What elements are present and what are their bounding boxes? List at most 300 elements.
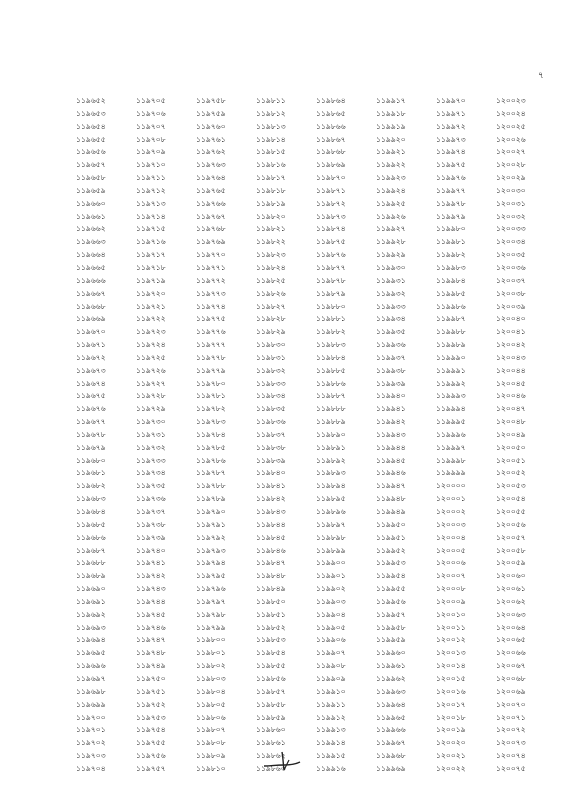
roll-number-cell: ১১৯৭৭৯ (196, 365, 226, 375)
roll-number-cell: ১২০০৬৮ (496, 673, 526, 683)
roll-number-cell: ১২০০৭০ (496, 699, 526, 709)
roll-number-cell: ১১৯৮০৫ (196, 699, 226, 709)
roll-number-cell: ১১৯৮২৪ (256, 262, 286, 272)
roll-number-cell: ১১৯৮৪১ (256, 481, 286, 491)
roll-number-cell: ১১৯৮৫৩ (256, 635, 286, 645)
roll-number-cell: ১১৯৯৭১ (436, 108, 466, 118)
roll-number-cell: ১১৯৬৭২ (76, 352, 106, 362)
roll-column (250, 95, 310, 776)
roll-number-cell: ১১৯৮৪৪ (256, 519, 286, 529)
roll-number-cell: ১২০০২৬ (496, 134, 526, 144)
roll-number-cell: ১১৯৮৭০ (316, 173, 346, 183)
roll-number-cell: ১১৯৭১০ (136, 160, 166, 170)
roll-number-cell: ১১৯৯৯৪ (436, 404, 466, 414)
roll-number-cell: ১১৯৬৭১ (76, 340, 106, 350)
roll-number-cell: ১২০০০৭ (436, 571, 466, 581)
roll-number-cell: ১২০০৫৯ (496, 558, 526, 568)
roll-number-cell: ১২০০৩০ (496, 185, 526, 195)
roll-column (70, 95, 130, 776)
roll-number-cell: ১২০০৬১ (496, 584, 526, 594)
roll-number-cell: ১১৯৬৮৯ (76, 571, 106, 581)
roll-number-cell: ১১৯৭০১ (76, 725, 106, 735)
roll-number-cell: ১১৯৯৯২ (436, 378, 466, 388)
roll-number-cell: ১১৯৯৬৬ (376, 725, 406, 735)
roll-number-cell: ১১৯৬৮৩ (76, 494, 106, 504)
roll-number-cell: ১১৯৭৬৩ (196, 160, 226, 170)
roll-number-cell: ১১৯৬৯০ (76, 584, 106, 594)
roll-number-cell: ১১৯৭৮৯ (196, 494, 226, 504)
roll-number-cell: ১১৯৭০০ (76, 712, 106, 722)
roll-number-cell: ১১৯৯৮২ (436, 250, 466, 260)
roll-number-cell: ১১৯৮৫৪ (256, 648, 286, 658)
roll-number-cell: ১১৯৭৫৭ (136, 763, 166, 773)
roll-number-cell: ১১৯৭৫৩ (136, 712, 166, 722)
roll-number-cell: ১১৯৭২২ (136, 314, 166, 324)
roll-number-cell: ১১৯৭২৪ (136, 340, 166, 350)
roll-number-cell: ১১৯৭৩২ (136, 442, 166, 452)
roll-number-cell: ১১৯৯২৪ (376, 185, 406, 195)
roll-number-cell: ১১৯৭৯৮ (196, 609, 226, 619)
roll-number-cell: ১১৯৮৪২ (256, 494, 286, 504)
roll-number-cell: ১১৯৭৬০ (196, 121, 226, 131)
roll-number-cell: ১২০০৬৯ (496, 686, 526, 696)
roll-number-cell: ১১৯৮২১ (256, 224, 286, 234)
roll-number-cell: ১১৯৮৬০ (256, 725, 286, 735)
roll-number-cell: ১১৯৮৮৬ (316, 378, 346, 388)
roll-number-cell: ১১৯৯৪৫ (376, 455, 406, 465)
roll-number-cell: ১১৯৮৫৮ (256, 699, 286, 709)
roll-number-cell: ১১৯৭৯৯ (196, 622, 226, 632)
roll-number-cell: ১১৯৮০৩ (196, 673, 226, 683)
roll-number-cell: ১১৯৭৪৭ (136, 635, 166, 645)
roll-number-cell: ১১৯৭৬৪ (196, 173, 226, 183)
roll-number-cell: ১১৯৭০৮ (136, 134, 166, 144)
roll-number-cell: ১১৯৭০৭ (136, 121, 166, 131)
roll-number-cell: ১১৯৯৭৬ (436, 173, 466, 183)
roll-number-cell: ১১৯৯০৫ (316, 622, 346, 632)
roll-number-cell: ১১৯৮৫৫ (256, 661, 286, 671)
roll-number-cell: ১১৯৬৮২ (76, 481, 106, 491)
roll-number-cell: ১১৯৯৩১ (376, 275, 406, 285)
roll-number-cell: ১১৯৯৯৩ (436, 391, 466, 401)
roll-number-cell: ১১৯৬৬০ (76, 198, 106, 208)
roll-number-cell: ১১৯৯৮৪ (436, 275, 466, 285)
roll-number-cell: ১২০০৩৩ (496, 224, 526, 234)
roll-number-cell: ১১৯৯২৯ (376, 250, 406, 260)
roll-number-cell: ১২০০১৩ (436, 648, 466, 658)
roll-number-cell: ১১৯৬৯১ (76, 596, 106, 606)
roll-number-cell: ১১৯৭২১ (136, 301, 166, 311)
roll-number-cell: ১১৯৭৮১ (196, 391, 226, 401)
roll-number-cell: ১১৯৯৬৫ (376, 712, 406, 722)
roll-number-cell: ১১৯৮৬৭ (316, 134, 346, 144)
roll-number-cell: ১১৯৮৯৬ (316, 507, 346, 516)
roll-number-cell: ১২০০৪৭ (496, 404, 526, 414)
roll-number-cell: ১২০০২৪ (496, 108, 526, 118)
roll-number-cell: ১১৯৯৭৭ (436, 185, 466, 195)
roll-number-cell: ১১৯৮৭৩ (316, 211, 346, 221)
roll-number-cell: ১১৯৬৮৭ (76, 545, 106, 555)
roll-number-cell: ১১৯৯২৩ (376, 173, 406, 183)
roll-number-cell: ১১৯৭৭২ (196, 275, 226, 285)
roll-number-cell: ১১৯৯২০ (376, 134, 406, 144)
roll-number-cell: ১১৯৭৩৮ (136, 519, 166, 529)
roll-column (370, 95, 430, 776)
roll-number-cell: ১১৯৯৩৩ (376, 301, 406, 311)
roll-number-cell: ১১৯৭৯৭ (196, 596, 226, 606)
roll-number-cell: ১১৯৬৮৮ (76, 558, 106, 568)
roll-number-cell: ১১৯৯৭৩ (436, 134, 466, 144)
roll-number-cell: ১১৯৯৭৫ (436, 160, 466, 170)
roll-number-cell: ১২০০২৫ (496, 121, 526, 131)
roll-number-cell: ১২০০৫৩ (496, 481, 526, 491)
roll-number-cell: ১১৯৭০৪ (76, 763, 106, 773)
roll-number-cell: ১১৯৮৬৮ (316, 147, 346, 157)
roll-number-cell: ১২০০১০ (436, 609, 466, 619)
roll-number-cell: ১১৯৮২২ (256, 237, 286, 247)
roll-number-cell: ১১৯৮৫৬ (256, 673, 286, 683)
roll-number-cell: ১১৯৯৬৯ (376, 763, 406, 773)
roll-number-cell: ১১৯৭৫৯ (196, 108, 226, 118)
roll-number-cell: ১১৯৯৯১ (436, 365, 466, 375)
roll-number-cell: ১২০০৪৯ (496, 429, 526, 439)
roll-number-cell: ১২০০০৮ (436, 584, 466, 594)
roll-number-cell: ১১৯৭৫০ (136, 673, 166, 683)
roll-number-cell: ১১৯৭১৮ (136, 262, 166, 272)
roll-number-cell: ১১৯৯৫৮ (376, 622, 406, 632)
roll-number-cell: ১২০০৩২ (496, 211, 526, 221)
roll-number-cell: ১২০০২৮ (496, 160, 526, 170)
roll-number-cell: ১২০০৬০ (496, 571, 526, 581)
roll-number-cell: ১১৯৬৯৫ (76, 648, 106, 658)
roll-number-cell: ১১৯৬৫৬ (76, 147, 106, 157)
roll-number-cell: ১১৯৮৪৩ (256, 507, 286, 516)
roll-number-cell: ১১৯৭৯৫ (196, 571, 226, 581)
roll-number-cell: ১১৯৭৫৬ (136, 751, 166, 761)
roll-number-cell: ১১৯৬৬৯ (76, 314, 106, 324)
roll-number-cell: ১১৯৭৩৬ (136, 494, 166, 504)
roll-number-cell: ১১৯৮১৩ (256, 121, 286, 131)
roll-number-cell: ১১৯৭৬৫ (196, 185, 226, 195)
roll-number-cell: ১১৯৮৩০ (256, 340, 286, 350)
roll-number-cell: ১১৯৬৭৭ (76, 417, 106, 427)
roll-number-cell: ১১৯৮৫১ (256, 609, 286, 619)
roll-number-cell: ১২০০৭৪ (496, 751, 526, 761)
roll-number-cell: ১১৯৭৪৬ (136, 622, 166, 632)
roll-number-cell: ১১৯৭৮৫ (196, 442, 226, 452)
roll-number-cell: ১১৯৮৬৫ (316, 108, 346, 118)
roll-number-cell: ১১৯৯১৪ (316, 738, 346, 748)
roll-number-cell: ১১৯৯৩০ (376, 262, 406, 272)
roll-number-cell: ১১৯৬৯৭ (76, 673, 106, 683)
roll-number-cell: ১১৯৮৭২ (316, 198, 346, 208)
roll-number-cell: ১২০০৩১ (496, 198, 526, 208)
roll-number-cell: ১১৯৮৬৩ (256, 763, 286, 773)
roll-number-cell: ১২০০৭২ (496, 725, 526, 735)
roll-column (490, 95, 550, 776)
roll-number-cell: ১২০০৩৭ (496, 275, 526, 285)
roll-number-cell: ১১৯৭৫৮ (196, 96, 226, 105)
roll-number-cell: ১১৯৯০৪ (316, 609, 346, 619)
roll-number-cell: ১১৯৭৪৯ (136, 661, 166, 671)
roll-number-cell: ১২০০৩৬ (496, 262, 526, 272)
roll-number-cell: ১২০০০২ (436, 507, 466, 516)
roll-number-cell: ১১৯৯৩৭ (376, 352, 406, 362)
roll-number-cell: ১১৯৮০৭ (196, 725, 226, 735)
roll-number-cell: ১১৯৮৫৯ (256, 712, 286, 722)
roll-number-cell: ১১৯৭৫৪ (136, 725, 166, 735)
roll-number-cell: ১২০০৬৪ (496, 622, 526, 632)
roll-number-cell: ১১৯৮৯২ (316, 455, 346, 465)
roll-number-cell: ১১৯৭৩৫ (136, 481, 166, 491)
roll-number-cell: ১১৯৬৭০ (76, 327, 106, 337)
roll-number-cell: ১১৯৯৬১ (376, 661, 406, 671)
roll-number-cell: ১১৯৮৮৫ (316, 365, 346, 375)
roll-number-cell: ১১৯৮৭৫ (316, 237, 346, 247)
roll-number-cell: ১১৯৭৭৭ (196, 340, 226, 350)
roll-number-cell: ১১৯৮১৬ (256, 160, 286, 170)
roll-number-cell: ১২০০০৬ (436, 558, 466, 568)
roll-number-cell: ১১৯৬৯২ (76, 609, 106, 619)
roll-number-cell: ১১৯৭৪২ (136, 571, 166, 581)
roll-number-cell: ১২০০০৪ (436, 532, 466, 542)
roll-number-cell: ১১৯৭৬৯ (196, 237, 226, 247)
roll-number-cell: ১১৯৯৪৮ (376, 494, 406, 504)
roll-number-cell: ১১৯৭৭১ (196, 262, 226, 272)
roll-number-cell: ১২০০৪২ (496, 340, 526, 350)
roll-number-cell: ১১৯৯৫৯ (376, 635, 406, 645)
roll-number-cell: ১১৯৯৫৫ (376, 584, 406, 594)
roll-number-cell: ১১৯৯৬২ (376, 673, 406, 683)
roll-number-cell: ১১৯৮০০ (196, 635, 226, 645)
roll-number-cell: ১১৯৮০৪ (196, 686, 226, 696)
roll-number-cell: ১১৯৭৯১ (196, 519, 226, 529)
roll-number-cell: ১১৯৬৭৬ (76, 404, 106, 414)
roll-number-cell: ১১৯৭১৯ (136, 275, 166, 285)
roll-number-cell: ১১৯৮৬১ (256, 738, 286, 748)
roll-number-cell: ১১৯৯০৭ (316, 648, 346, 658)
roll-number-cell: ১১৯৮৩৮ (256, 442, 286, 452)
roll-number-cell: ১১৯৯০৮ (316, 661, 346, 671)
roll-number-cell: ১১৯৯৮৭ (436, 314, 466, 324)
roll-number-cell: ১২০০৬৩ (496, 609, 526, 619)
roll-number-cell: ১২০০১৯ (436, 725, 466, 735)
roll-number-cell: ১১৯৯৩৮ (376, 365, 406, 375)
roll-number-cell: ১১৯৮৮৯ (316, 417, 346, 427)
roll-number-cell: ১১৯৮১৭ (256, 173, 286, 183)
roll-number-cell: ১১৯৬৬৮ (76, 301, 106, 311)
roll-number-cell: ১১৯৮৪৭ (256, 558, 286, 568)
roll-number-cell: ১১৯৬৯৬ (76, 661, 106, 671)
roll-number-cell: ১১৯৭১৩ (136, 198, 166, 208)
roll-number-cell: ১১৯৭৬৬ (196, 198, 226, 208)
roll-number-cell: ১১৯৬৬৬ (76, 275, 106, 285)
roll-number-cell: ১১৯৯৭০ (436, 96, 466, 105)
roll-number-cell: ১১৯৯৫২ (376, 545, 406, 555)
roll-number-cell: ১১৯৭১৪ (136, 211, 166, 221)
roll-number-cell: ১১৯৭৭৮ (196, 352, 226, 362)
roll-number-cell: ১১৯৯১৮ (376, 108, 406, 118)
roll-number-cell: ১১৯৮১৫ (256, 147, 286, 157)
roll-number-cell: ১১৯৯০২ (316, 584, 346, 594)
roll-number-cell: ১১৯৯৪১ (376, 404, 406, 414)
roll-number-cell: ১১৯৭৩৩ (136, 455, 166, 465)
roll-number-cell: ১১৯৮৩৪ (256, 391, 286, 401)
roll-number-cell: ১১৯৭৯২ (196, 532, 226, 542)
roll-number-cell: ১১৯৭০৫ (136, 96, 166, 105)
roll-number-cell: ১১৯৭৪৫ (136, 609, 166, 619)
roll-number-cell: ১১৯৮৯৭ (316, 519, 346, 529)
roll-number-table (70, 95, 550, 776)
roll-number-cell: ১১৯৮৩২ (256, 365, 286, 375)
roll-number-cell: ১১৯৬৯৩ (76, 622, 106, 632)
roll-number-cell: ১২০০৬৫ (496, 635, 526, 645)
roll-number-cell: ১১৯৮৭৯ (316, 288, 346, 298)
roll-number-cell: ১১৯৮৪৮ (256, 571, 286, 581)
roll-number-cell: ১২০০৫১ (496, 455, 526, 465)
roll-number-cell: ১১৯৬৮৬ (76, 532, 106, 542)
roll-number-cell: ১২০০৩৮ (496, 288, 526, 298)
roll-number-cell: ১১৯৯২১ (376, 147, 406, 157)
roll-number-cell: ১১৯৯৭৪ (436, 147, 466, 157)
roll-number-cell: ১১৯৯১৫ (316, 751, 346, 761)
roll-number-cell: ১১৯৬৬১ (76, 211, 106, 221)
roll-number-cell: ১১৯৮৭৪ (316, 224, 346, 234)
roll-number-cell: ১২০০৫৬ (496, 519, 526, 529)
roll-number-cell: ১১৯৮৩৯ (256, 455, 286, 465)
roll-number-cell: ১১৯৯৩৬ (376, 340, 406, 350)
roll-number-cell: ১১৯৯৮৫ (436, 288, 466, 298)
roll-number-cell: ১১৯৮৪৫ (256, 532, 286, 542)
roll-number-cell: ১২০০২২ (436, 763, 466, 773)
roll-number-cell: ১১৯৮০৮ (196, 738, 226, 748)
roll-number-cell: ১১৯৯৭৮ (436, 198, 466, 208)
roll-number-cell: ১১৯৮০৬ (196, 712, 226, 722)
roll-number-cell: ১১৯৭৩৭ (136, 507, 166, 516)
roll-number-cell: ১১৯৭৭৬ (196, 327, 226, 337)
roll-number-cell: ১১৯৭২৯ (136, 404, 166, 414)
roll-number-cell: ১১৯৯০৯ (316, 673, 346, 683)
roll-number-cell: ১১৯৭১৭ (136, 250, 166, 260)
roll-number-cell: ১২০০৫৪ (496, 494, 526, 504)
roll-number-cell: ১১৯৮১৪ (256, 134, 286, 144)
roll-number-cell: ১১৯৮৮৩ (316, 340, 346, 350)
roll-number-cell: ১১৯৬৬২ (76, 224, 106, 234)
roll-number-cell: ১২০০২৯ (496, 173, 526, 183)
roll-number-cell: ১১৯৯৪৭ (376, 481, 406, 491)
roll-number-cell: ১২০০৬৭ (496, 661, 526, 671)
roll-number-cell: ১১৯৭৭৫ (196, 314, 226, 324)
roll-number-cell: ১১৯৯৫৩ (376, 558, 406, 568)
roll-number-cell: ১১৯৯৮৬ (436, 301, 466, 311)
roll-number-cell: ১১৯৬৯৪ (76, 635, 106, 645)
roll-number-cell: ১১৯৭৩৯ (136, 532, 166, 542)
roll-number-cell: ১১৯৯৪৬ (376, 468, 406, 478)
roll-number-cell: ১২০০২০ (436, 738, 466, 748)
roll-number-cell: ১১৯৮৬৯ (316, 160, 346, 170)
roll-number-cell: ১১৯৭৮৬ (196, 455, 226, 465)
roll-number-cell: ১১৯৮২০ (256, 211, 286, 221)
roll-number-cell: ১১৯৭৮৪ (196, 429, 226, 439)
roll-number-cell: ১১৯৯২৫ (376, 198, 406, 208)
roll-number-cell: ১১৯৭৪১ (136, 558, 166, 568)
roll-number-cell: ১১৯৮৩৭ (256, 429, 286, 439)
roll-number-cell: ১১৯৯৯৮ (436, 455, 466, 465)
roll-number-cell: ১২০০২১ (436, 751, 466, 761)
roll-number-cell: ১১৯৮৯৯ (316, 545, 346, 555)
roll-number-cell: ১১৯৮৮৭ (316, 391, 346, 401)
roll-number-cell: ১১৯৭৫১ (136, 686, 166, 696)
roll-number-cell: ১১৯৯৯৬ (436, 429, 466, 439)
roll-number-cell: ১১৯৭৮৭ (196, 468, 226, 478)
roll-number-cell: ১১৯৮৭৭ (316, 262, 346, 272)
roll-number-cell: ১১৯৯৭৯ (436, 211, 466, 221)
roll-column (130, 95, 190, 776)
roll-number-cell: ১১৯৮৯৩ (316, 468, 346, 478)
roll-number-cell: ১১৯৮২৬ (256, 288, 286, 298)
roll-number-cell: ১১৯৮৪৬ (256, 545, 286, 555)
roll-number-cell: ১২০০৩৪ (496, 237, 526, 247)
roll-number-cell: ১১৯৭৪০ (136, 545, 166, 555)
roll-number-cell: ১১৯৮৫০ (256, 596, 286, 606)
roll-number-cell: ১২০০০৯ (436, 596, 466, 606)
roll-number-cell: ১২০০৭৫ (496, 763, 526, 773)
roll-number-cell: ১১৯৭২৩ (136, 327, 166, 337)
roll-number-cell: ১১৯৬৯৯ (76, 699, 106, 709)
roll-number-cell: ১১৯৯২৭ (376, 224, 406, 234)
roll-number-cell: ১১৯৭৬২ (196, 147, 226, 157)
roll-number-cell: ১১৯৭৪৪ (136, 596, 166, 606)
roll-number-cell: ১১৯৯৫৭ (376, 609, 406, 619)
roll-number-cell: ১১৯৯৯০ (436, 352, 466, 362)
roll-number-cell: ১১৯৭৮০ (196, 378, 226, 388)
roll-number-cell: ১২০০৪৫ (496, 378, 526, 388)
roll-number-cell: ১২০০৬২ (496, 596, 526, 606)
roll-number-cell: ১১৯৮২৭ (256, 301, 286, 311)
roll-number-cell: ১১৯৮৩৫ (256, 404, 286, 414)
roll-number-cell: ১১৯৮০৯ (196, 751, 226, 761)
roll-number-cell: ১২০০১৬ (436, 686, 466, 696)
roll-number-cell: ১১৯৭৭৪ (196, 301, 226, 311)
roll-number-cell: ১১৯৯৪৩ (376, 429, 406, 439)
roll-number-cell: ১২০০৩৫ (496, 250, 526, 260)
roll-number-cell: ১১৯৭৪৩ (136, 584, 166, 594)
roll-number-cell: ১১৯৬৫৪ (76, 121, 106, 131)
roll-number-cell: ১১৯৯৮৩ (436, 262, 466, 272)
roll-number-cell: ১১৯৯৪৯ (376, 507, 406, 516)
roll-number-cell: ১২০০০১ (436, 494, 466, 504)
roll-number-cell: ১১৯৮৩৩ (256, 378, 286, 388)
roll-number-cell: ১২০০৪৮ (496, 417, 526, 427)
roll-number-cell: ১২০০৫২ (496, 468, 526, 478)
roll-number-cell: ১১৯৭৬৮ (196, 224, 226, 234)
handwritten-signature (262, 748, 302, 774)
roll-number-cell: ১২০০৫৮ (496, 545, 526, 555)
roll-number-cell: ১২০০০০ (436, 481, 466, 491)
roll-number-cell: ১১৯৯৯৭ (436, 442, 466, 452)
roll-number-cell: ১১৯৬৮১ (76, 468, 106, 478)
roll-number-cell: ১২০০১২ (436, 635, 466, 645)
roll-number-cell: ১১৯৯৬৭ (376, 738, 406, 748)
roll-number-cell: ১১৯৬৫২ (76, 96, 106, 105)
roll-number-cell: ১১৯৯১১ (316, 699, 346, 709)
roll-number-cell: ১১৯৬৭৮ (76, 429, 106, 439)
roll-number-cell: ১২০০১৫ (436, 673, 466, 683)
roll-number-cell: ১১৯৯২৬ (376, 211, 406, 221)
roll-number-cell: ১১৯৮৪০ (256, 468, 286, 478)
roll-number-cell: ১১৯৮৮৮ (316, 404, 346, 414)
roll-number-cell: ১১৯৯৩২ (376, 288, 406, 298)
